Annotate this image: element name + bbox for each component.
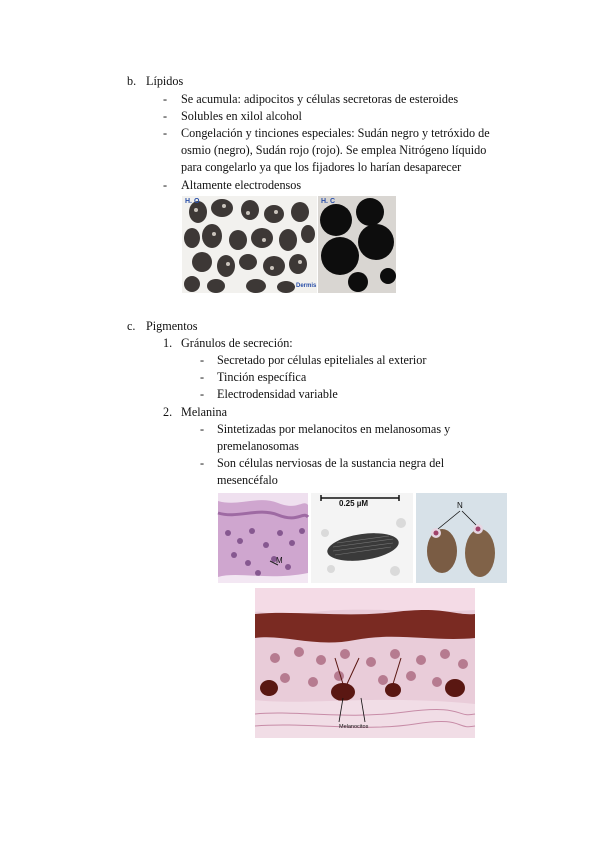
- bullet-dash: -: [200, 387, 205, 401]
- lipid-left-svg: [182, 196, 317, 293]
- lipid-bullet-3: Congelación y tinciones especiales: Sudán negro y tetróxido de: [181, 126, 490, 140]
- melanocytes-micrograph: [255, 588, 475, 738]
- melanin-bullet-1: Sintetizadas por melanocitos en melanosomas y: [217, 422, 451, 436]
- section-c-marker: c.: [127, 319, 136, 333]
- item-2-number: 2.: [163, 405, 173, 419]
- lipid-bullet-4: Altamente electrodensos: [181, 178, 302, 192]
- lipid-right-svg: [318, 196, 396, 293]
- melanin-bullet-2-cont: mesencéfalo: [217, 473, 278, 487]
- melanin-micrograph-neurons: [416, 493, 507, 583]
- dermis-label: Dermis: [296, 283, 317, 289]
- m-label: M: [276, 556, 283, 565]
- section-b-title: Lípidos: [146, 74, 184, 88]
- melanocytes-svg: [255, 588, 475, 738]
- bullet-dash: -: [200, 370, 205, 384]
- melanin-bullet-1-cont: premelanosomas: [217, 439, 299, 453]
- section-b-marker: b.: [127, 74, 137, 88]
- melanin-bullet-2: Son células nerviosas de la sustancia negra del: [217, 456, 445, 470]
- lipid-bullet-3-cont: osmio (negro), Sudán rojo (rojo). Se emplea Nitrógeno líquido: [181, 143, 487, 157]
- granule-bullet-1: Secretado por células epiteliales al exterior: [217, 353, 427, 367]
- melanin-skin-svg: [218, 493, 308, 583]
- lipid-bullet-1: Se acumula: adipocitos y células secretoras de esteroides: [181, 92, 459, 106]
- bullet-dash: -: [163, 109, 168, 123]
- bullet-dash: -: [163, 126, 168, 140]
- bullet-dash: -: [163, 92, 168, 106]
- n-label: N: [457, 501, 463, 510]
- lipid-bullet-2: Solubles en xilol alcohol: [181, 109, 302, 123]
- melanin-micrograph-em: [311, 493, 413, 583]
- bullet-dash: -: [200, 353, 205, 367]
- scale-label: 0.25 µM: [339, 499, 369, 508]
- melanin-micrograph-skin: [218, 493, 308, 583]
- melanocytes-label: Melanocitos: [339, 724, 369, 730]
- item-1-number: 1.: [163, 336, 173, 350]
- bullet-dash: -: [200, 422, 205, 436]
- lipid-left-label: H. O: [185, 198, 200, 205]
- granule-bullet-2: Tinción específica: [217, 370, 307, 384]
- bullet-dash: -: [163, 178, 168, 192]
- lipid-bullet-3-cont2: para congelarlo ya que los fijadores lo harían desaparecer: [181, 160, 462, 174]
- lipid-micrograph-right: [296, 196, 396, 293]
- granule-bullet-3: Electrodensidad variable: [217, 387, 338, 401]
- item-2-title: Melanina: [181, 405, 228, 419]
- section-c-title: Pigmentos: [146, 319, 198, 333]
- lipid-right-label: H. C: [321, 198, 335, 205]
- item-1-title: Gránulos de secreción:: [181, 336, 293, 350]
- lipid-micrograph-left: [182, 196, 317, 293]
- bullet-dash: -: [200, 456, 205, 470]
